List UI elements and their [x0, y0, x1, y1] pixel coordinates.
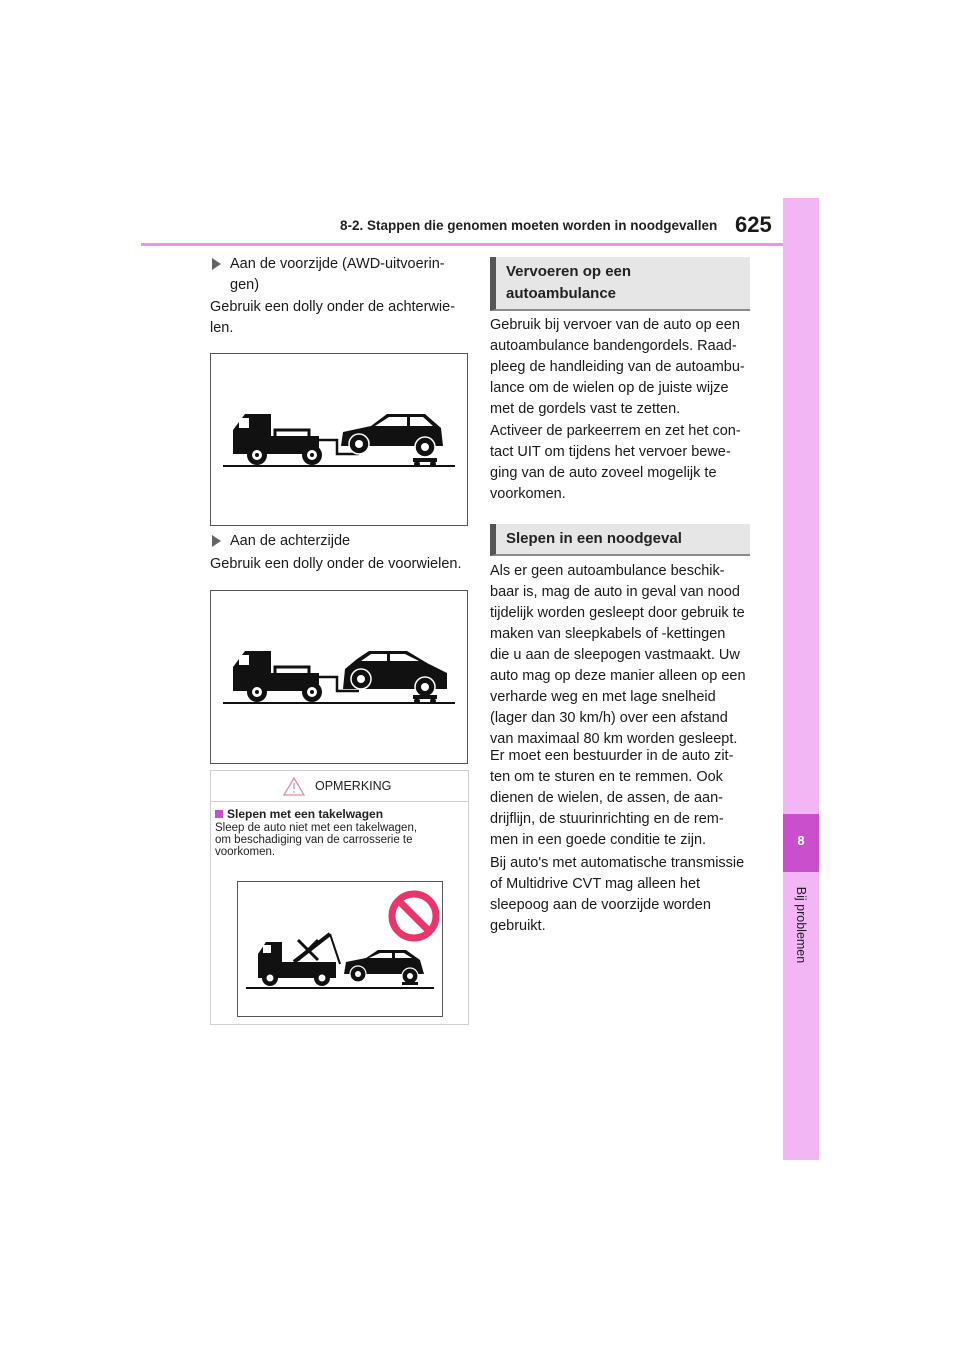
front-text-line2: len. — [210, 320, 234, 336]
text-line: lance om de wielen op de juiste wijze — [490, 380, 729, 396]
figure-tow-front-dolly — [210, 353, 468, 526]
text-line: gebruikt. — [490, 918, 546, 934]
text-line: voorkomen. — [490, 486, 566, 502]
header-rule — [141, 243, 784, 246]
section2-paragraph-c — [490, 853, 744, 937]
text-line: sleepoog aan de voorzijde worden — [490, 897, 711, 913]
notice-body — [215, 822, 465, 858]
tow-illustration-1 — [211, 354, 467, 525]
text-line: of Multidrive CVT mag alleen het — [490, 876, 701, 892]
text-line: van maximaal 80 km worden gesleept. — [490, 731, 738, 747]
notice-label: OPMERKING — [315, 779, 392, 793]
section-heading-autoambulance — [490, 257, 750, 311]
notice-body-line1: Sleep de auto niet met een takelwagen, — [215, 822, 418, 834]
section1-title-line1: Vervoeren op een — [506, 263, 632, 280]
notice-body-line2: om beschadiging van de carrosserie te — [215, 834, 413, 846]
notice-header — [211, 771, 468, 802]
notice-title — [215, 807, 383, 821]
tow-truck-prohibited-illustration — [238, 882, 442, 1016]
text-line: drijflijn, de stuurinrichting en de rem- — [490, 811, 724, 827]
tow-illustration-2 — [211, 591, 467, 763]
figure-tow-truck-prohibited — [237, 881, 443, 1017]
section1-paragraph-a — [490, 315, 745, 420]
rear-text: Gebruik een dolly onder de voorwielen. — [210, 556, 462, 572]
text-line: (lager dan 30 km/h) over een afstand — [490, 710, 728, 726]
chapter-label: Bij problemen — [794, 886, 808, 964]
section-heading-emergency-towing — [490, 524, 750, 556]
text-line: met de gordels vast te zetten. — [490, 401, 681, 417]
bullet-arrow-icon — [212, 258, 221, 270]
chapter-number: 8 — [797, 833, 805, 848]
page-number: 625 — [735, 212, 772, 237]
text-line: Bij auto's met automatische transmissie — [490, 855, 745, 871]
section2-paragraph-b — [490, 746, 733, 851]
text-line: Activeer de parkeerrem en zet het con- — [490, 423, 741, 439]
text-line: autoambulance bandengordels. Raad- — [490, 338, 737, 354]
text-line: Er moet een bestuurder in de auto zit- — [490, 748, 734, 764]
warning-triangle-icon — [283, 777, 305, 796]
text-line: maken van sleepkabels of -kettingen — [490, 626, 726, 642]
text-line: ging van de auto zoveel mogelijk te — [490, 465, 717, 481]
section2-paragraph-a — [490, 561, 746, 750]
section1-title-line2: autoambulance — [506, 285, 617, 302]
notice-box — [210, 770, 469, 1025]
text-line: Gebruik bij vervoer van de auto op een — [490, 317, 740, 333]
figure-tow-rear-dolly — [210, 590, 468, 764]
text-line: die u aan de sleepogen vastmaakt. Uw — [490, 647, 740, 663]
bullet-front-line1: Aan de voorzijde (AWD-uitvoerin- — [230, 256, 445, 272]
section1-paragraph-b — [490, 421, 741, 505]
text-line: verharde weg en met lage snelheid — [490, 689, 716, 705]
bullet-front — [212, 254, 445, 296]
text-line: tijdelijk worden gesleept door gebruik te — [490, 605, 745, 621]
text-line: pleeg de handleiding van de autoambu- — [490, 359, 745, 375]
text-line: dienen de wielen, de assen, de aan- — [490, 790, 723, 806]
text-line: baar is, mag de auto in geval van nood — [490, 584, 740, 600]
bullet-rear-text: Aan de achterzijde — [230, 533, 351, 549]
bullet-front-line2: gen) — [230, 277, 260, 293]
section-header-title: 8-2. Stappen die genomen moeten worden in noodgevallen — [340, 218, 718, 233]
front-text-line1: Gebruik een dolly onder de achterwie- — [210, 299, 456, 315]
notice-title-text: Slepen met een takelwagen — [227, 807, 384, 821]
text-line: men in een goede conditie te zijn. — [490, 832, 707, 848]
chapter-side-tab — [783, 198, 819, 1160]
text-line: Als er geen autoambulance beschik- — [490, 563, 725, 579]
section2-title: Slepen in een noodgeval — [506, 530, 682, 547]
text-line: tact UIT om tijdens het vervoer bewe- — [490, 444, 731, 460]
text-line: ten om te sturen en te remmen. Ook — [490, 769, 723, 785]
text-line: auto mag op deze manier alleen op een — [490, 668, 746, 684]
square-bullet-icon — [215, 810, 223, 818]
notice-body-line3: voorkomen. — [215, 846, 276, 858]
front-text — [210, 297, 455, 339]
bullet-arrow-icon — [212, 535, 221, 547]
bullet-rear — [212, 531, 350, 552]
